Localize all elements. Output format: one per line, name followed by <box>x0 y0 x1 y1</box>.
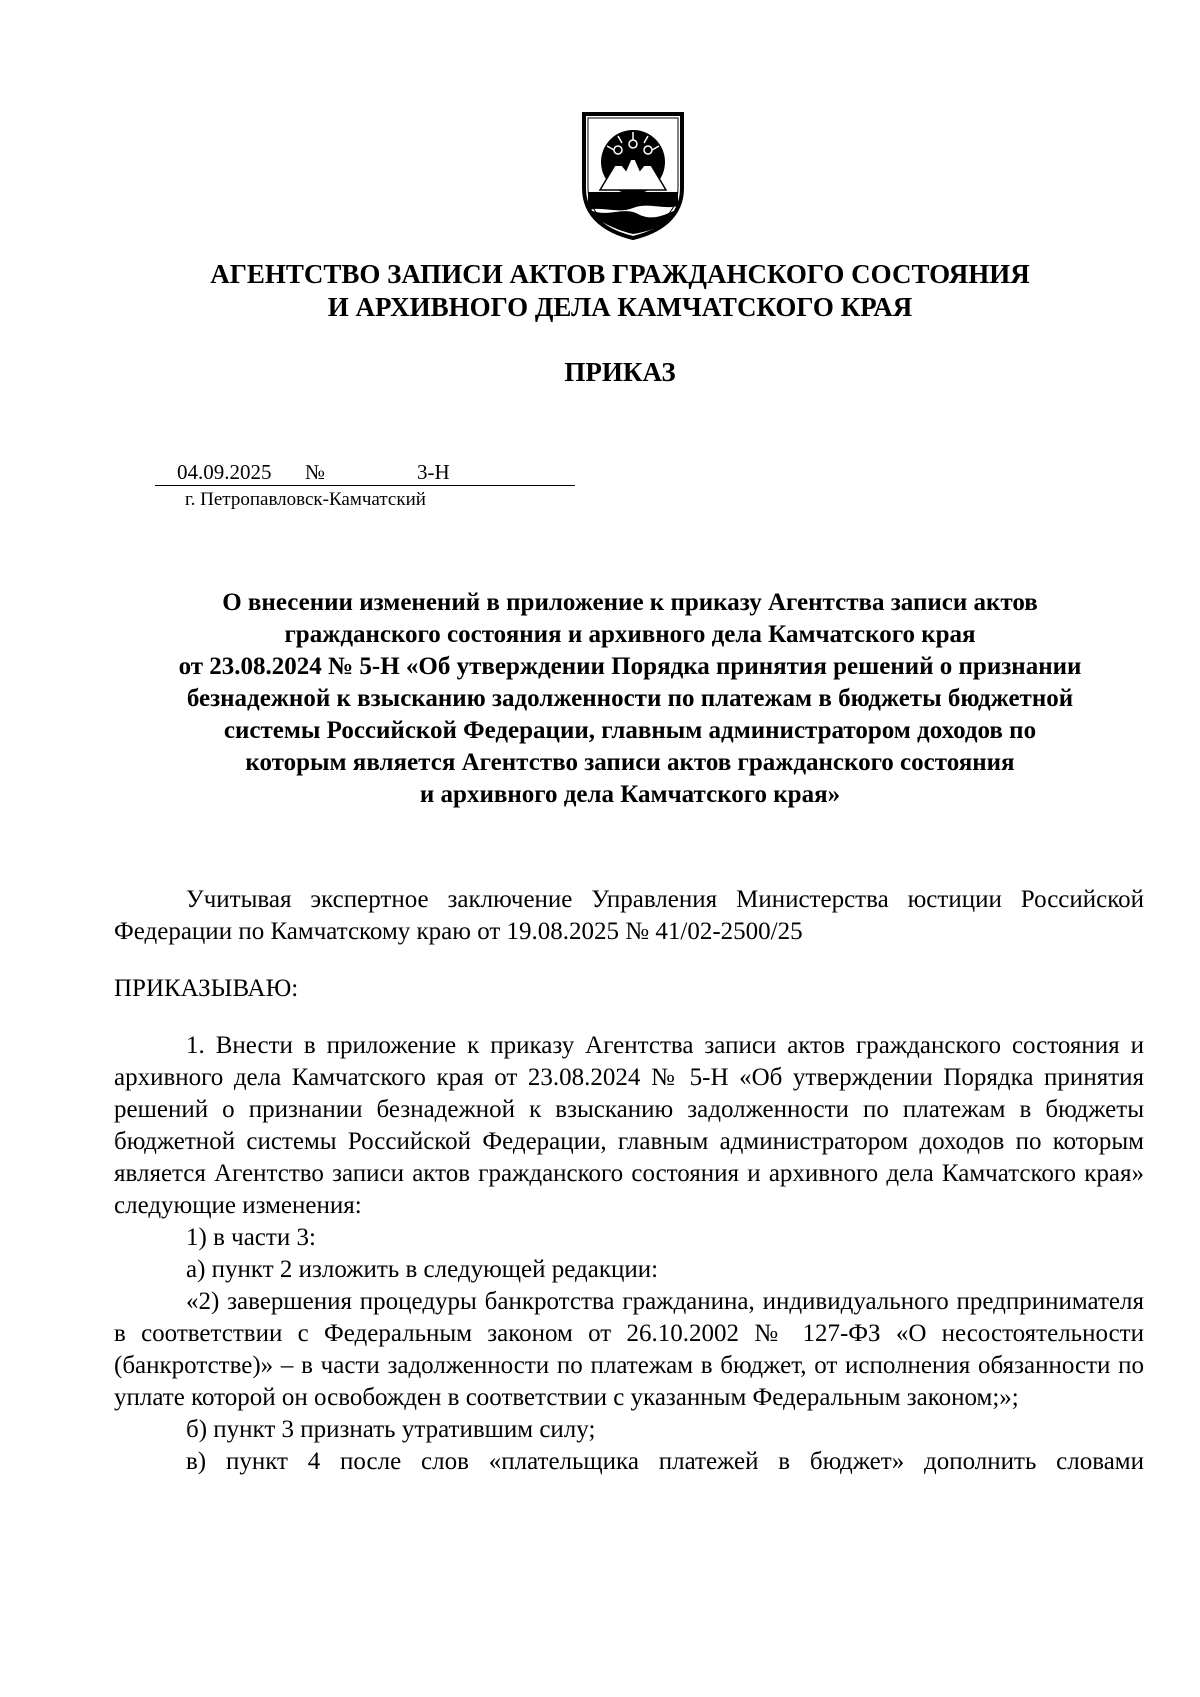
document-type: ПРИКАЗ <box>564 357 676 387</box>
registration-line <box>155 458 575 486</box>
order-date: 04.09.2025 <box>177 460 272 484</box>
subject-line: и архивного дела Камчатского края» <box>419 781 841 808</box>
coat-of-arms-emblem <box>578 110 688 240</box>
subitem-v: в) пункт 4 после слов «плательщика платежей в бюджет» дополнить словами <box>186 1448 1144 1475</box>
order-subject <box>110 587 1150 811</box>
org-line-2: И АРХИВНОГО ДЕЛА КАМЧАТСКОГО КРАЯ <box>327 292 913 322</box>
quoted-amendment: «2) завершения процедуры банкротства гражданина, индивидуального предпринимателя в соответствии с Федеральным законом от 26.10.2002 № 127-ФЗ «О несостоятельности (банкротстве)» – в части задолженности по платежам в бюджет, от исполнения обязанности по уплате которой он освобожден в соответствии с указанным Федеральным законом;»; <box>114 1288 1144 1411</box>
organization-name <box>120 258 1120 324</box>
command-word: ПРИКАЗЫВАЮ: <box>114 975 299 1002</box>
item-1-paragraph: 1. Внести в приложение к приказу Агентства записи актов гражданского состояния и архивного дела Камчатского края от 23.08.2024 № 5-Н «Об утверждении Порядка принятия решений о признании безнадежной к взысканию задолженности по платежам в бюджеты бюджетной системы Российской Федерации, главным администратором доходов по которым является Агентство записи актов гражданского состояния и архивного дела Камчатского края» следующие изменения: <box>114 1032 1144 1219</box>
subitem-b: б) пункт 3 признать утратившим силу; <box>186 1416 596 1443</box>
preamble-paragraph: Учитывая экспертное заключение Управления Министерства юстиции Российской Федерации по Камчатскому краю от 19.08.2025 № 41/02-2500/25 <box>114 886 1144 945</box>
subitem-a: а) пункт 2 изложить в следующей редакции: <box>186 1256 659 1283</box>
order-number: 3-Н <box>417 460 450 484</box>
subject-line: которым является Агентство записи актов гражданского состояния <box>245 749 1015 776</box>
issue-city: г. Петропавловск-Камчатский <box>185 489 426 510</box>
order-body <box>114 884 1144 1478</box>
subject-line: О внесении изменений в приложение к приказу Агентства записи актов <box>222 589 1038 616</box>
subject-line: безнадежной к взысканию задолженности по платежам в бюджеты бюджетной <box>186 685 1074 712</box>
subitem-1: 1) в части 3: <box>186 1224 316 1251</box>
number-sign: № <box>305 460 326 484</box>
subject-line: системы Российской Федерации, главным администратором доходов по <box>223 717 1037 744</box>
subject-line: гражданского состояния и архивного дела Камчатского края <box>284 621 976 648</box>
subject-line: от 23.08.2024 № 5-Н «Об утверждении Порядка принятия решений о признании <box>178 653 1082 680</box>
org-line-1: АГЕНТСТВО ЗАПИСИ АКТОВ ГРАЖДАНСКОГО СОСТОЯНИЯ <box>210 259 1030 289</box>
